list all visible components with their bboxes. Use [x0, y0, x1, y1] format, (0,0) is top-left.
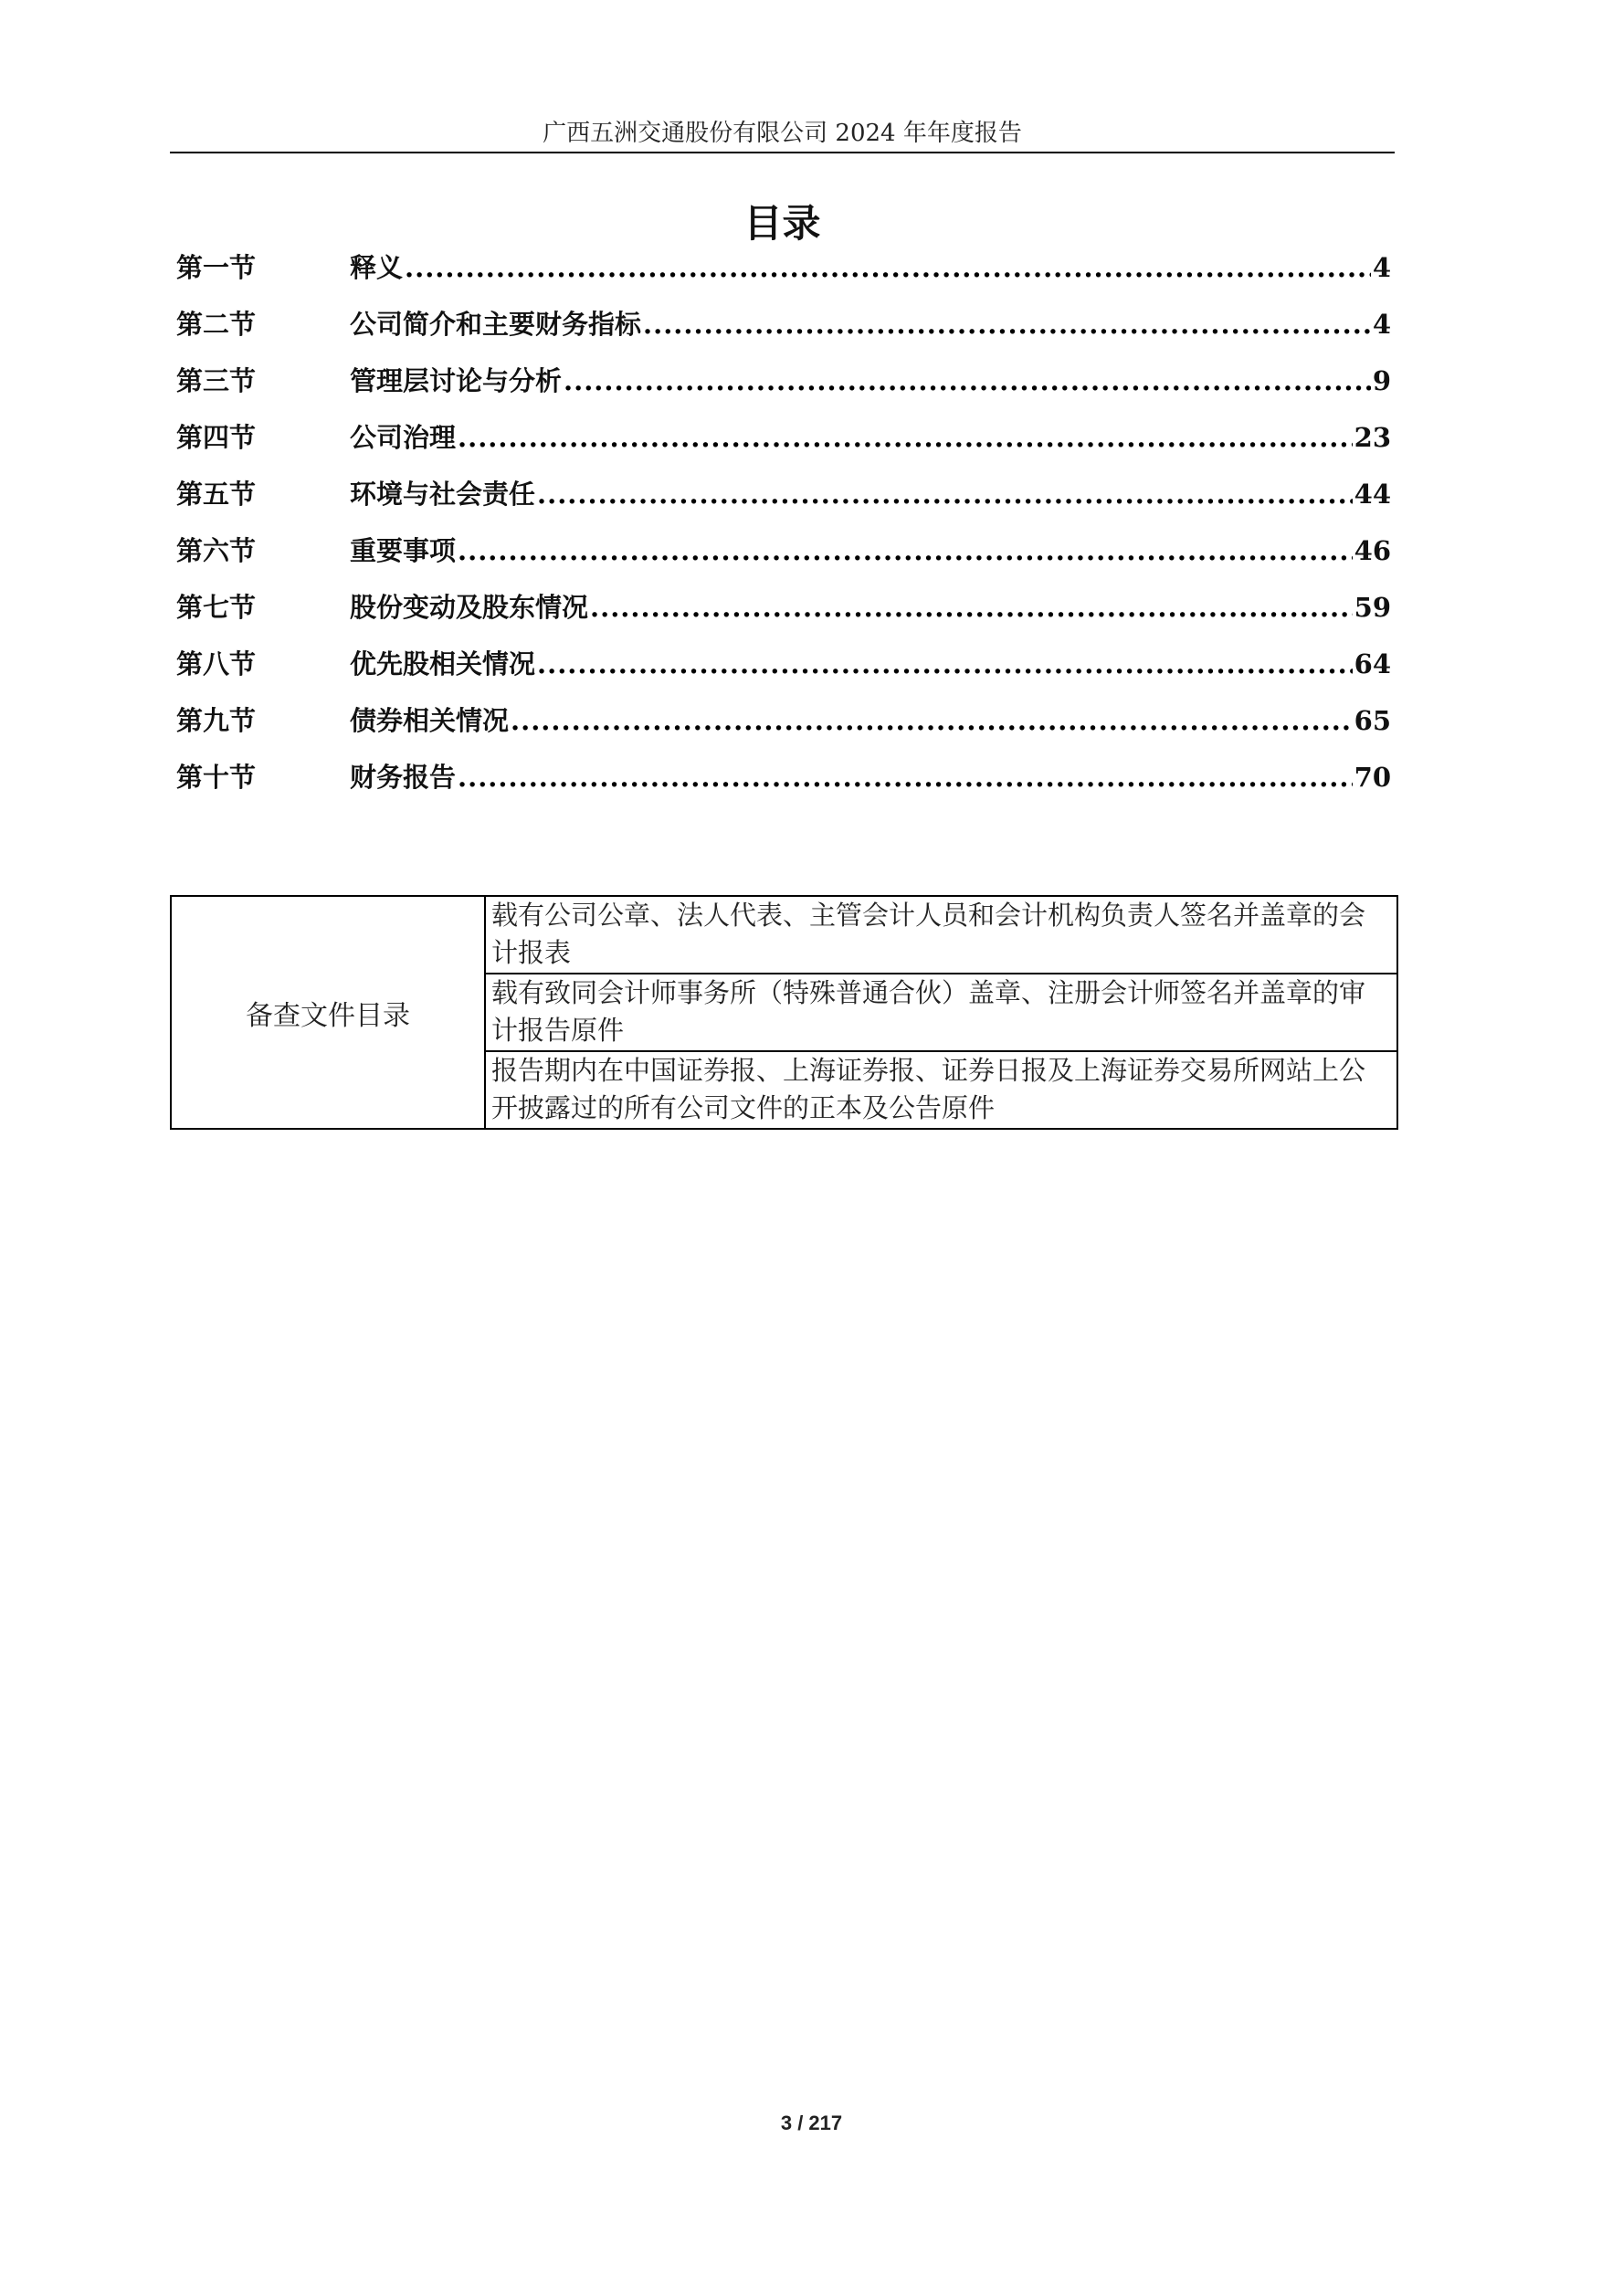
reference-item: 报告期内在中国证券报、上海证券报、证券日报及上海证券交易所网站上公开披露过的所有公司文件的正本及公告原件 — [485, 1051, 1397, 1129]
toc-page-number: 44 — [1354, 479, 1391, 510]
toc-entry[interactable] — [176, 636, 1391, 692]
page-header: 广西五洲交通股份有限公司 2024 年年度报告 — [543, 120, 1022, 147]
toc-section-number: 第一节 — [176, 252, 257, 283]
page-number: 3 / 217 — [780, 2112, 843, 2134]
toc-leader-dots — [537, 466, 1353, 522]
toc-section-number: 第四节 — [176, 422, 257, 453]
toc-section-name: 释义 — [350, 252, 404, 283]
toc-section-name: 重要事项 — [350, 535, 457, 566]
toc-page-number: 70 — [1354, 762, 1391, 793]
toc-section-number: 第三节 — [176, 365, 257, 396]
toc-section-number: 第十节 — [176, 762, 257, 793]
toc-section-name: 公司简介和主要财务指标 — [350, 309, 642, 340]
toc-page-number: 4 — [1372, 252, 1391, 283]
toc-leader-dots — [643, 296, 1371, 353]
toc-entry[interactable] — [176, 409, 1391, 466]
toc-entry[interactable] — [176, 239, 1391, 296]
table-of-contents — [176, 239, 1391, 806]
toc-leader-dots — [511, 692, 1353, 749]
toc-section-number: 第八节 — [176, 648, 257, 679]
toc-section-name: 公司治理 — [350, 422, 457, 453]
toc-page-number: 23 — [1354, 422, 1391, 453]
toc-entry[interactable] — [176, 692, 1391, 749]
toc-section-name: 管理层讨论与分析 — [350, 365, 563, 396]
toc-section-number: 第六节 — [176, 535, 257, 566]
toc-leader-dots — [405, 239, 1371, 296]
reference-label: 备查文件目录 — [171, 896, 485, 1129]
toc-page-number: 59 — [1354, 592, 1391, 623]
toc-entry[interactable] — [176, 522, 1391, 579]
toc-section-name: 财务报告 — [350, 762, 457, 793]
reference-item: 载有公司公章、法人代表、主管会计人员和会计机构负责人签名并盖章的会计报表 — [485, 896, 1397, 974]
toc-entry[interactable] — [176, 466, 1391, 522]
toc-leader-dots — [458, 409, 1353, 466]
toc-page-number: 64 — [1354, 648, 1391, 679]
toc-entry[interactable] — [176, 579, 1391, 636]
reference-item: 载有致同会计师事务所（特殊普通合伙）盖章、注册会计师签名并盖章的审计报告原件 — [485, 974, 1397, 1051]
toc-leader-dots — [564, 353, 1371, 409]
reference-documents-table — [170, 895, 1398, 1130]
toc-section-number: 第七节 — [176, 592, 257, 623]
toc-leader-dots — [537, 636, 1353, 692]
toc-section-name: 债券相关情况 — [350, 705, 510, 736]
toc-section-name: 股份变动及股东情况 — [350, 592, 589, 623]
toc-section-number: 第九节 — [176, 705, 257, 736]
toc-page-number: 4 — [1372, 309, 1391, 340]
toc-leader-dots — [458, 749, 1353, 806]
toc-title: 目录 — [743, 201, 821, 246]
header-divider — [170, 152, 1395, 153]
toc-page-number: 9 — [1372, 365, 1391, 396]
toc-section-number: 第五节 — [176, 479, 257, 510]
toc-page-number: 46 — [1354, 535, 1391, 566]
toc-entry[interactable] — [176, 353, 1391, 409]
toc-page-number: 65 — [1354, 705, 1391, 736]
toc-leader-dots — [458, 522, 1353, 579]
toc-section-name: 优先股相关情况 — [350, 648, 536, 679]
toc-leader-dots — [590, 579, 1353, 636]
toc-entry[interactable] — [176, 749, 1391, 806]
toc-entry[interactable] — [176, 296, 1391, 353]
toc-section-number: 第二节 — [176, 309, 257, 340]
toc-section-name: 环境与社会责任 — [350, 479, 536, 510]
